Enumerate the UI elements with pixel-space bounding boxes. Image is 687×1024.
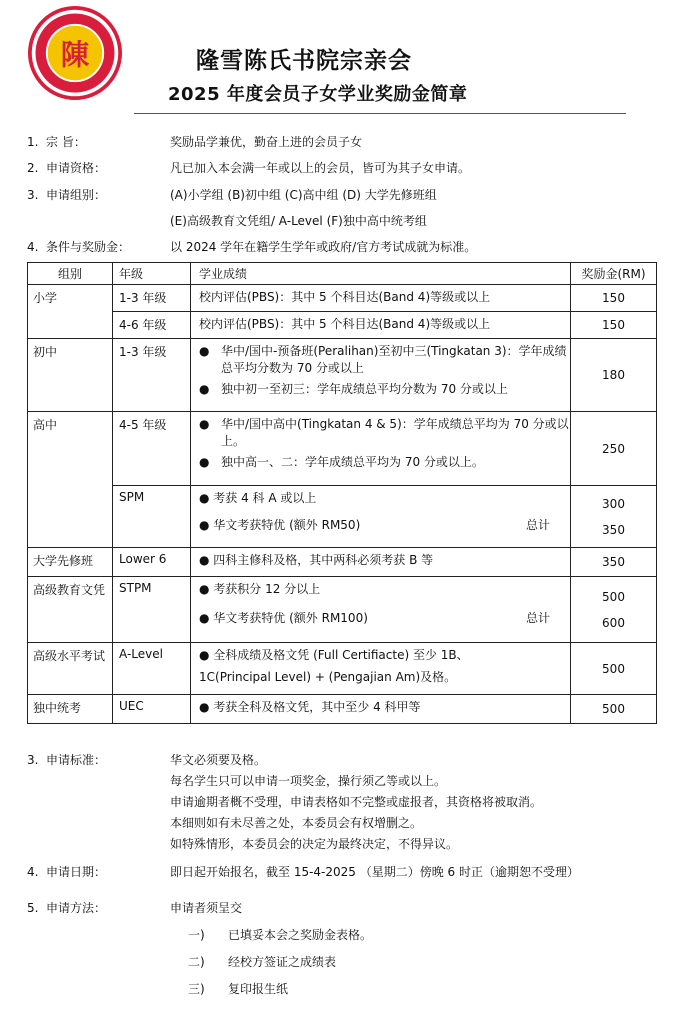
group-cell: 高级水平考试 <box>28 643 113 695</box>
table-row <box>28 285 657 312</box>
grade-cell: 1-3 年级 <box>113 339 191 412</box>
method-item-text: 复印报生纸 <box>228 982 289 996</box>
column-header: 组别 <box>28 263 113 285</box>
association-logo <box>28 6 122 100</box>
group-cell: 独中统考 <box>28 695 113 724</box>
reward-cell: 350 <box>571 548 657 577</box>
total-label: 总计 <box>525 518 550 532</box>
grade-cell: 1-3 年级 <box>113 285 191 312</box>
page-subtitle: 2025 年度会员子女学业奖励金简章 <box>168 84 468 105</box>
table-row <box>28 412 657 486</box>
criteria-cell: ● 考获全科及格文凭，其中至少 4 科甲等 <box>191 695 571 724</box>
grade-cell: UEC <box>113 695 191 724</box>
criteria-cell: 校内评估(PBS)：其中 5 个科目达(Band 4)等级或以上 <box>191 285 571 312</box>
criteria-cell: ● 华中/国中高中(Tingkatan 4 & 5)：学年成绩总平均为 70 分或以上。 ● 独中高一、二：学年成绩总平均为 70 分或以上。 <box>191 412 571 486</box>
grade-cell: 4-6 年级 <box>113 312 191 339</box>
table-row <box>28 577 657 643</box>
table-row <box>28 486 657 548</box>
grade-cell: 4-5 年级 <box>113 412 191 486</box>
logo-char: 陳 <box>60 38 90 72</box>
column-header: 学业成绩 <box>191 263 571 285</box>
table-row <box>28 643 657 695</box>
reward-cell: 150 <box>571 285 657 312</box>
method-item: 一) <box>188 928 205 942</box>
method-item-text: 已填妥本会之奖励金表格。 <box>228 928 373 942</box>
grade-cell: Lower 6 <box>113 548 191 577</box>
criteria-cell: ● 华中/国中-预备班(Peralihan)至初中三(Tingkatan 3)：学年成绩总平均分数为 70 分或以上 ● 独中初一至初三：学年成绩总平均分数为 70 分或以上 <box>191 339 571 412</box>
group-cell: 高中 <box>28 412 113 548</box>
group-cell: 大学先修班 <box>28 548 113 577</box>
table-row <box>28 695 657 724</box>
reward-cell: 300 350 <box>571 486 657 548</box>
grade-cell: SPM <box>113 486 191 548</box>
criteria-cell: ● 四科主修科及格，其中两科必须考获 B 等 <box>191 548 571 577</box>
reward-cell: 500 <box>571 695 657 724</box>
reward-cell: 250 <box>571 412 657 486</box>
method-section: 5. 申请方法： 申请者须呈交 <box>27 901 243 915</box>
column-header: 奖励金(RM) <box>571 263 657 285</box>
reward-cell: 500 600 <box>571 577 657 643</box>
table-header-row <box>28 263 657 285</box>
reward-cell: 150 <box>571 312 657 339</box>
total-label: 总计 <box>525 611 550 625</box>
criteria-cell: ● 考获积分 12 分以上 ● 华文考获特优 (额外 RM100) 总计 <box>191 577 571 643</box>
header-divider <box>134 113 626 114</box>
reward-cell: 180 <box>571 339 657 412</box>
page-title: 隆雪陈氏书院宗亲会 <box>196 47 412 74</box>
column-header: 年级 <box>113 263 191 285</box>
award-table <box>27 262 657 724</box>
criteria-cell: ● 全科成绩及格文凭 (Full Certifiacte) 至少 1B、 1C(Principal Level) + (Pengajian Am)及格。 <box>191 643 571 695</box>
criteria-cell: 校内评估(PBS)：其中 5 个科目达(Band 4)等级或以上 <box>191 312 571 339</box>
criteria-cell: ● 考获 4 科 A 或以上 ● 华文考获特优 (额外 RM50) 总计 <box>191 486 571 548</box>
method-item: 二) <box>188 955 205 969</box>
table-row <box>28 339 657 412</box>
group-cell: 高级教育文凭 <box>28 577 113 643</box>
table-row <box>28 312 657 339</box>
group-cell: 初中 <box>28 339 113 412</box>
method-item: 三) <box>188 982 205 996</box>
grade-cell: STPM <box>113 577 191 643</box>
method-item-text: 经校方签证之成绩表 <box>228 955 337 969</box>
grade-cell: A-Level <box>113 643 191 695</box>
dates-section: 4. 申请日期： 即日起开始报名，截至 15-4-2025 （星期二）傍晚 6 时正（逾期恕不受理） <box>27 865 579 879</box>
reward-cell: 500 <box>571 643 657 695</box>
table-row <box>28 548 657 577</box>
standards-section: 3. 申请标准： 华文必须要及格。 每名学生只可以申请一项奖金，操行须乙等或以上。 申请逾期者概不受理，申请表格如不完整或虚报者，其资格将被取消。 本细则如有未尽善之处，本委员会有权增删之。 如特殊情形，本委员会的决定为最终决定，不得异议。 <box>27 753 543 851</box>
group-cell: 小学 <box>28 285 113 339</box>
